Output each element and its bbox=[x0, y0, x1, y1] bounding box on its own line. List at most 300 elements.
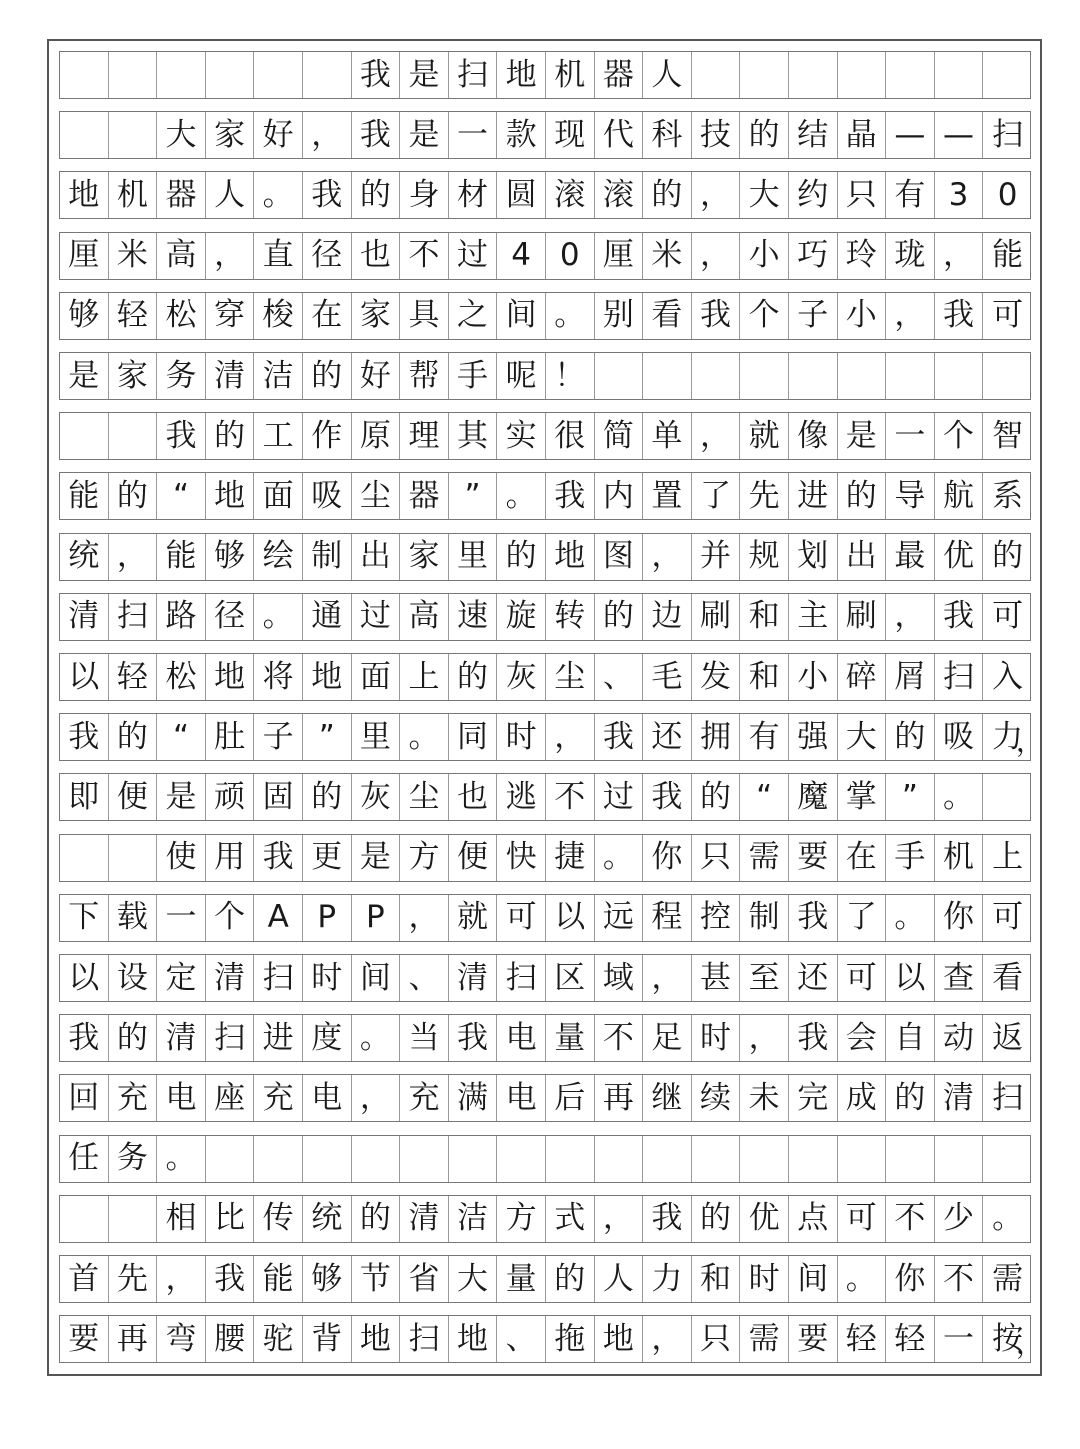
grid-row bbox=[59, 292, 1031, 340]
grid-cell: 的 bbox=[303, 353, 352, 399]
grid-row bbox=[59, 1074, 1031, 1122]
grid-cell: 清 bbox=[206, 955, 255, 1001]
grid-cell: 我 bbox=[692, 293, 741, 339]
grid-cell bbox=[983, 774, 1032, 820]
grid-cell: 通 bbox=[303, 594, 352, 640]
grid-cell: ， bbox=[546, 714, 595, 760]
grid-cell: — bbox=[886, 112, 935, 158]
grid-cell: 款 bbox=[497, 112, 546, 158]
grid-cell: 够 bbox=[60, 293, 109, 339]
grid-row bbox=[59, 1315, 1044, 1363]
grid-cell: 需 bbox=[740, 835, 789, 881]
grid-row bbox=[59, 171, 1031, 219]
grid-row bbox=[59, 232, 1031, 280]
grid-cell: 不 bbox=[886, 1196, 935, 1242]
grid-cell: 力 ， bbox=[992, 718, 1044, 759]
grid-cell: 清 bbox=[449, 955, 498, 1001]
grid-cell: 最 bbox=[886, 534, 935, 580]
grid-cell: 置 bbox=[643, 473, 692, 519]
grid-cell: 清 bbox=[400, 1196, 449, 1242]
grid-cell: 区 bbox=[546, 955, 595, 1001]
grid-cell: 的 bbox=[497, 534, 546, 580]
grid-cell: 速 bbox=[449, 594, 498, 640]
grid-cell: 圆 bbox=[497, 172, 546, 218]
grid-cell: ， bbox=[206, 233, 255, 279]
grid-cell: 发 bbox=[692, 654, 741, 700]
grid-cell bbox=[789, 52, 838, 98]
grid-cell: ， bbox=[352, 1075, 401, 1121]
grid-cell: 刷 bbox=[838, 594, 887, 640]
grid-cell: 灰 bbox=[352, 774, 401, 820]
grid-cell bbox=[303, 1136, 352, 1182]
grid-cell: 梭 bbox=[254, 293, 303, 339]
grid-cell: 可 bbox=[992, 297, 1024, 334]
grid-cell: 远 bbox=[595, 895, 644, 941]
grid-cell: 的 bbox=[692, 774, 741, 820]
grid-cell: 高 bbox=[157, 233, 206, 279]
grid-cell: 规 bbox=[740, 534, 789, 580]
grid-cell: 地 bbox=[206, 654, 255, 700]
grid-cell: 别 bbox=[595, 293, 644, 339]
grid-cell: 要 bbox=[789, 1316, 838, 1362]
grid-cell: 式 bbox=[546, 1196, 595, 1242]
grid-cell: 不 bbox=[546, 774, 595, 820]
grid-cell: 一 bbox=[449, 112, 498, 158]
grid-cell: 米 bbox=[109, 233, 158, 279]
grid-cell: P bbox=[303, 895, 352, 941]
grid-cell: 的 bbox=[449, 654, 498, 700]
composition-sheet bbox=[47, 39, 1042, 1376]
grid-cell: ， bbox=[692, 172, 741, 218]
grid-cell: 我 bbox=[303, 172, 352, 218]
grid-cell: 的 bbox=[692, 1196, 741, 1242]
grid-cell bbox=[935, 1136, 984, 1182]
grid-cell: 能 bbox=[157, 534, 206, 580]
overflow-punctuation: ， bbox=[1015, 1327, 1044, 1361]
grid-cell: 少 bbox=[935, 1196, 984, 1242]
grid-cell: 了 bbox=[692, 473, 741, 519]
grid-cell: 小 bbox=[838, 293, 887, 339]
grid-cell: 大 bbox=[449, 1256, 498, 1302]
grid-cell: 穿 bbox=[206, 293, 255, 339]
grid-cell: ， bbox=[643, 534, 692, 580]
grid-cell: 家 bbox=[109, 353, 158, 399]
grid-cell: 大 bbox=[740, 172, 789, 218]
grid-cell: 我 bbox=[935, 293, 984, 339]
grid-cell: 捷 bbox=[546, 835, 595, 881]
grid-cell: 自 bbox=[886, 1015, 935, 1061]
grid-cell: 。 bbox=[935, 774, 984, 820]
grid-cell: 技 bbox=[692, 112, 741, 158]
grid-cell: 至 bbox=[740, 955, 789, 1001]
grid-cell: 我 bbox=[60, 1015, 109, 1061]
grid-row bbox=[59, 352, 1031, 400]
grid-cell: 帮 bbox=[400, 353, 449, 399]
grid-cell bbox=[60, 52, 109, 98]
grid-cell: 拖 bbox=[546, 1316, 595, 1362]
grid-cell: 地 bbox=[546, 534, 595, 580]
grid-cell: 电 bbox=[497, 1075, 546, 1121]
grid-cell: 间 bbox=[789, 1256, 838, 1302]
grid-cell: ” bbox=[449, 473, 498, 519]
grid-cell: 我 bbox=[352, 52, 401, 98]
grid-row bbox=[59, 412, 1031, 460]
grid-row bbox=[59, 894, 1031, 942]
grid-cell: 回 bbox=[60, 1075, 109, 1121]
grid-cell: 动 bbox=[935, 1015, 984, 1061]
grid-cell: 之 bbox=[449, 293, 498, 339]
grid-cell: 扫 bbox=[206, 1015, 255, 1061]
grid-cell: 以 bbox=[546, 895, 595, 941]
grid-cell: 首 bbox=[60, 1256, 109, 1302]
grid-cell: 我 bbox=[60, 714, 109, 760]
grid-cell: 旋 bbox=[497, 594, 546, 640]
grid-cell: 任 bbox=[60, 1136, 109, 1182]
grid-cell: 和 bbox=[740, 594, 789, 640]
grid-cell: 背 bbox=[303, 1316, 352, 1362]
grid-row bbox=[59, 1255, 1031, 1303]
grid-cell: 直 bbox=[254, 233, 303, 279]
grid-cell: 器 bbox=[595, 52, 644, 98]
grid-cell: 弯 bbox=[157, 1316, 206, 1362]
grid-cell: 、 bbox=[595, 654, 644, 700]
grid-cell: 0 bbox=[546, 233, 595, 279]
grid-row bbox=[59, 713, 1044, 761]
grid-cell: 时 bbox=[497, 714, 546, 760]
grid-cell: 相 bbox=[157, 1196, 206, 1242]
grid-cell: 充 bbox=[109, 1075, 158, 1121]
grid-cell: 。 bbox=[992, 1200, 1024, 1237]
grid-cell: 进 bbox=[789, 473, 838, 519]
grid-cell: 在 bbox=[838, 835, 887, 881]
grid-cell: 的 bbox=[352, 172, 401, 218]
grid-cell: 查 bbox=[935, 955, 984, 1001]
grid-cell: 晶 bbox=[838, 112, 887, 158]
grid-cell: 和 bbox=[692, 1256, 741, 1302]
grid-cell bbox=[303, 52, 352, 98]
grid-cell: 传 bbox=[254, 1196, 303, 1242]
grid-cell: 优 bbox=[935, 534, 984, 580]
grid-cell: 一 bbox=[157, 895, 206, 941]
grid-cell: 扫 bbox=[497, 955, 546, 1001]
grid-cell: 机 bbox=[546, 52, 595, 98]
grid-cell: 更 bbox=[303, 835, 352, 881]
grid-cell: 电 bbox=[497, 1015, 546, 1061]
grid-cell: 先 bbox=[740, 473, 789, 519]
grid-cell: 控 bbox=[692, 895, 741, 941]
grid-cell: 地 bbox=[303, 654, 352, 700]
grid-cell: 座 bbox=[206, 1075, 255, 1121]
grid-cell: 看 bbox=[643, 293, 692, 339]
grid-cell: 地 bbox=[449, 1316, 498, 1362]
grid-cell: 比 bbox=[206, 1196, 255, 1242]
grid-cell: 可 bbox=[992, 598, 1024, 635]
grid-cell bbox=[789, 353, 838, 399]
grid-cell: 按 ， bbox=[992, 1320, 1044, 1361]
grid-cell: 你 bbox=[935, 895, 984, 941]
grid-cell: 清 bbox=[60, 594, 109, 640]
grid-cell: 肚 bbox=[206, 714, 255, 760]
grid-cell: 具 bbox=[400, 293, 449, 339]
grid-cell: 有 bbox=[886, 172, 935, 218]
grid-cell: ， bbox=[157, 1256, 206, 1302]
grid-cell: 载 bbox=[109, 895, 158, 941]
grid-cell: ” bbox=[303, 714, 352, 760]
grid-cell: 人 bbox=[643, 52, 692, 98]
grid-cell: 先 bbox=[109, 1256, 158, 1302]
grid-cell: 是 bbox=[352, 835, 401, 881]
grid-cell: 当 bbox=[400, 1015, 449, 1061]
grid-cell: 上 bbox=[400, 654, 449, 700]
grid-cell: 地 bbox=[352, 1316, 401, 1362]
grid-cell: 只 bbox=[692, 835, 741, 881]
grid-cell: 域 bbox=[595, 955, 644, 1001]
grid-cell: 、 bbox=[400, 955, 449, 1001]
grid-cell: ， bbox=[109, 534, 158, 580]
grid-cell: 力 bbox=[643, 1256, 692, 1302]
grid-cell: 滚 bbox=[595, 172, 644, 218]
grid-cell: 够 bbox=[303, 1256, 352, 1302]
grid-cell: 理 bbox=[400, 413, 449, 459]
grid-cell: 尘 bbox=[546, 654, 595, 700]
grid-cell: 过 bbox=[595, 774, 644, 820]
grid-cell: 是 bbox=[60, 353, 109, 399]
grid-cell: 出 bbox=[838, 534, 887, 580]
grid-cell: 。 bbox=[838, 1256, 887, 1302]
grid-cell: 碎 bbox=[838, 654, 887, 700]
grid-cell: 单 bbox=[643, 413, 692, 459]
grid-cell: 作 bbox=[303, 413, 352, 459]
grid-cell bbox=[546, 1136, 595, 1182]
grid-cell: 的 bbox=[838, 473, 887, 519]
grid-cell: 我 bbox=[206, 1256, 255, 1302]
grid-cell bbox=[935, 353, 984, 399]
grid-cell: 我 bbox=[643, 774, 692, 820]
grid-cell: 航 bbox=[935, 473, 984, 519]
grid-cell bbox=[60, 112, 109, 158]
grid-cell bbox=[109, 835, 158, 881]
grid-cell: 大 bbox=[157, 112, 206, 158]
grid-cell: 图 bbox=[595, 534, 644, 580]
grid-cell: P bbox=[352, 895, 401, 941]
grid-cell: 灰 bbox=[497, 654, 546, 700]
grid-row bbox=[59, 1135, 1031, 1183]
grid-cell: 定 bbox=[157, 955, 206, 1001]
grid-cell: 和 bbox=[740, 654, 789, 700]
grid-cell: 吸 bbox=[303, 473, 352, 519]
grid-cell bbox=[838, 353, 887, 399]
grid-cell: 是 bbox=[400, 52, 449, 98]
grid-cell: 一 bbox=[935, 1316, 984, 1362]
grid-cell: 轻 bbox=[886, 1316, 935, 1362]
grid-cell: 逃 bbox=[497, 774, 546, 820]
grid-row bbox=[59, 111, 1031, 159]
grid-cell: 刷 bbox=[692, 594, 741, 640]
grid-cell: 我 bbox=[254, 835, 303, 881]
grid-cell bbox=[643, 1136, 692, 1182]
grid-cell: 好 bbox=[352, 353, 401, 399]
grid-cell: 下 bbox=[60, 895, 109, 941]
grid-cell: 机 bbox=[109, 172, 158, 218]
grid-cell: 科 bbox=[643, 112, 692, 158]
grid-cell: ， bbox=[886, 594, 935, 640]
grid-cell: “ bbox=[157, 714, 206, 760]
grid-cell: 实 bbox=[497, 413, 546, 459]
grid-cell: 就 bbox=[740, 413, 789, 459]
grid-cell: 进 bbox=[254, 1015, 303, 1061]
grid-cell: 结 bbox=[789, 112, 838, 158]
grid-cell: 魔 bbox=[789, 774, 838, 820]
grid-cell: 以 bbox=[886, 955, 935, 1001]
grid-cell: 3 bbox=[935, 172, 984, 218]
grid-row bbox=[59, 1014, 1031, 1062]
grid-cell: 在 bbox=[303, 293, 352, 339]
grid-cell: 现 bbox=[546, 112, 595, 158]
grid-cell: 需 bbox=[992, 1260, 1024, 1297]
grid-cell: 。 bbox=[254, 594, 303, 640]
grid-cell: 径 bbox=[206, 594, 255, 640]
grid-cell: 量 bbox=[546, 1015, 595, 1061]
grid-cell: 的 bbox=[886, 714, 935, 760]
grid-cell: 洁 bbox=[449, 1196, 498, 1242]
grid-cell: 个 bbox=[935, 413, 984, 459]
grid-cell: 制 bbox=[740, 895, 789, 941]
grid-cell: 系 bbox=[992, 477, 1024, 514]
grid-cell bbox=[838, 52, 887, 98]
grid-cell: 间 bbox=[352, 955, 401, 1001]
grid-cell: 我 bbox=[449, 1015, 498, 1061]
grid-cell: 个 bbox=[206, 895, 255, 941]
grid-cell: 很 bbox=[546, 413, 595, 459]
grid-cell: 驼 bbox=[254, 1316, 303, 1362]
grid-cell: 再 bbox=[595, 1075, 644, 1121]
grid-cell: 使 bbox=[157, 835, 206, 881]
grid-cell: 可 bbox=[838, 1196, 887, 1242]
grid-cell: 可 bbox=[497, 895, 546, 941]
grid-cell: 快 bbox=[497, 835, 546, 881]
grid-cell: 以 bbox=[60, 955, 109, 1001]
grid-cell: 继 bbox=[643, 1075, 692, 1121]
grid-cell: 统 bbox=[60, 534, 109, 580]
grid-cell: 。 bbox=[886, 895, 935, 941]
grid-cell: 足 bbox=[643, 1015, 692, 1061]
grid-cell: 代 bbox=[595, 112, 644, 158]
grid-cell bbox=[692, 52, 741, 98]
grid-cell: 够 bbox=[206, 534, 255, 580]
grid-cell: ！ bbox=[546, 353, 595, 399]
grid-cell: 我 bbox=[546, 473, 595, 519]
grid-cell: 未 bbox=[740, 1075, 789, 1121]
grid-cell: 并 bbox=[692, 534, 741, 580]
grid-cell: 松 bbox=[157, 293, 206, 339]
grid-cell: ， bbox=[740, 1015, 789, 1061]
grid-cell bbox=[692, 353, 741, 399]
grid-cell: 续 bbox=[692, 1075, 741, 1121]
grid-cell: 扫 bbox=[935, 654, 984, 700]
grid-cell: 需 bbox=[740, 1316, 789, 1362]
grid-cell: 高 bbox=[400, 594, 449, 640]
grid-cell: 机 bbox=[935, 835, 984, 881]
grid-cell: 制 bbox=[303, 534, 352, 580]
grid-cell: 过 bbox=[449, 233, 498, 279]
grid-cell bbox=[254, 1136, 303, 1182]
grid-cell: 。 bbox=[546, 293, 595, 339]
grid-cell bbox=[983, 353, 1032, 399]
grid-cell: 以 bbox=[60, 654, 109, 700]
grid-cell: 腰 bbox=[206, 1316, 255, 1362]
grid-cell: 的 bbox=[740, 112, 789, 158]
grid-cell: 的 bbox=[109, 473, 158, 519]
grid-cell: 主 bbox=[789, 594, 838, 640]
grid-cell: 时 bbox=[740, 1256, 789, 1302]
grid-cell bbox=[206, 1136, 255, 1182]
grid-cell: 统 bbox=[303, 1196, 352, 1242]
grid-cell: 充 bbox=[254, 1075, 303, 1121]
grid-cell: 再 bbox=[109, 1316, 158, 1362]
grid-cell: 电 bbox=[303, 1075, 352, 1121]
grid-cell bbox=[60, 835, 109, 881]
grid-cell: A bbox=[254, 895, 303, 941]
grid-row bbox=[59, 593, 1031, 641]
grid-cell: 的 bbox=[992, 538, 1024, 575]
grid-cell: 务 bbox=[157, 353, 206, 399]
grid-cell: 时 bbox=[692, 1015, 741, 1061]
grid-cell: 一 bbox=[886, 413, 935, 459]
grid-cell bbox=[60, 413, 109, 459]
grid-cell: 尘 bbox=[352, 473, 401, 519]
grid-cell: 原 bbox=[352, 413, 401, 459]
grid-cell: ， bbox=[643, 955, 692, 1001]
grid-cell: 扫 bbox=[400, 1316, 449, 1362]
grid-cell: 转 bbox=[546, 594, 595, 640]
grid-cell: 出 bbox=[352, 534, 401, 580]
grid-cell: 简 bbox=[595, 413, 644, 459]
grid-cell: 只 bbox=[692, 1316, 741, 1362]
grid-cell: 要 bbox=[60, 1316, 109, 1362]
grid-cell: 不 bbox=[595, 1015, 644, 1061]
grid-cell: 设 bbox=[109, 955, 158, 1001]
grid-cell: 。 bbox=[400, 714, 449, 760]
grid-cell: 。 bbox=[352, 1015, 401, 1061]
grid-cell: 点 bbox=[789, 1196, 838, 1242]
grid-cell: 成 bbox=[838, 1075, 887, 1121]
grid-cell: 固 bbox=[254, 774, 303, 820]
grid-cell: 的 bbox=[886, 1075, 935, 1121]
grid-cell: 还 bbox=[643, 714, 692, 760]
grid-cell bbox=[595, 1136, 644, 1182]
grid-cell: 的 bbox=[303, 774, 352, 820]
grid-cell: 松 bbox=[157, 654, 206, 700]
grid-cell: 间 bbox=[497, 293, 546, 339]
grid-cell: 玲 bbox=[838, 233, 887, 279]
grid-cell: 巧 bbox=[789, 233, 838, 279]
grid-cell: 小 bbox=[789, 654, 838, 700]
grid-cell: 。 bbox=[157, 1136, 206, 1182]
grid-cell: 地 bbox=[60, 172, 109, 218]
grid-cell: 轻 bbox=[109, 293, 158, 339]
grid-cell: 子 bbox=[789, 293, 838, 339]
grid-cell: 划 bbox=[789, 534, 838, 580]
grid-cell: 量 bbox=[497, 1256, 546, 1302]
grid-cell: 身 bbox=[400, 172, 449, 218]
grid-cell: 像 bbox=[789, 413, 838, 459]
grid-cell bbox=[886, 353, 935, 399]
grid-cell bbox=[935, 52, 984, 98]
grid-cell: 4 bbox=[497, 233, 546, 279]
grid-cell: 能 bbox=[254, 1256, 303, 1302]
grid-cell: 扫 bbox=[992, 116, 1024, 153]
grid-cell: 满 bbox=[449, 1075, 498, 1121]
